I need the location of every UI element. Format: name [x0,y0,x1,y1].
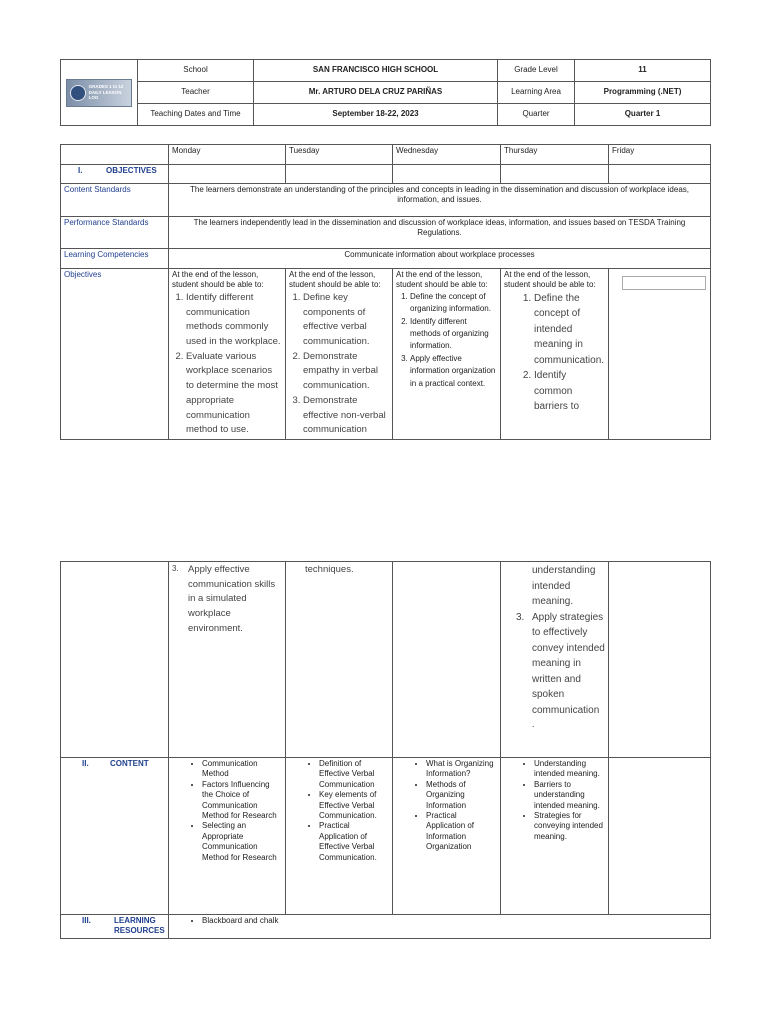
content-item: • Factors Influencing the Choice of Communication Method for Research [202,780,282,822]
teacher-label: Teacher [138,82,254,104]
objective-item: 2. Identify different methods of organizing information. [410,316,497,353]
performance-standards-text: The learners independently lead in the dissemination and discussion of workplace ideas, information, and issues based on TESDA Training Regulations. [169,217,711,249]
objective-item: 1. Define the concept of intended meaning in communication. [534,291,605,369]
objectives-monday [169,269,286,440]
content-thursday [501,758,609,915]
content-item: • Strategies for conveying intended meaning. [534,811,605,842]
day-tuesday: Tuesday [286,145,393,165]
objectives-intro: At the end of the lesson, student should be able to: [396,270,488,290]
content-standards-label: Content Standards [61,184,169,217]
header-table [60,59,711,126]
corner-cell [61,145,169,165]
objectives-heading [61,165,169,184]
objective-item: Apply strategies to effectively convey intended meaning in written and spoken communication [532,611,605,716]
objectives-title: OBJECTIVES [106,166,157,175]
content-item: • Understanding intended meaning. [534,759,605,780]
grade-value: 11 [575,60,711,82]
content-title: CONTENT [110,759,149,768]
objectives-intro: At the end of the lesson, student should be able to: [172,270,264,290]
grade-label: Grade Level [498,60,575,82]
quarter-value: Quarter 1 [575,104,711,126]
dates-value: September 18-22, 2023 [254,104,498,126]
objectives-monday-cont [169,562,286,758]
day-monday: Monday [169,145,286,165]
objectives-thursday [501,269,609,440]
content-monday [169,758,286,915]
objective-item-cont: techniques. [305,564,354,575]
resources-heading [61,915,169,939]
logo-text-1: GRADES 1 to 12 [88,84,124,90]
objective-item: 1. Identify different communication methods commonly used in the workplace. [186,291,282,350]
objectives-roman: I. [78,166,83,175]
content-item: • Methods of Organizing Information [426,780,497,811]
objective-item: 2. Evaluate various workplace scenarios to determine the most appropriate communication method to use. [186,350,282,438]
content-item: • Definition of Effective Verbal Communication [319,759,389,790]
lesson-table-page-2 [60,561,711,939]
objective-item: 1. Define the concept of organizing information. [410,291,497,316]
objectives-thursday-cont [501,562,609,758]
content-item: • Barriers to understanding intended meaning. [534,780,605,811]
deped-logo [66,79,132,107]
content-heading [61,758,169,915]
resources-roman: III. [82,916,91,925]
objective-item: 2. Demonstrate empathy in verbal communication. [303,350,389,394]
objective-item: 3. Demonstrate effective non-verbal communication [303,394,389,438]
lesson-table-page-1 [60,144,711,440]
objectives-tuesday [286,269,393,440]
day-thursday: Thursday [501,145,609,165]
objectives-intro: At the end of the lesson, student should be able to: [504,270,596,290]
item-number: 3. [172,564,179,573]
teacher-value: Mr. ARTURO DELA CRUZ PARIÑAS [254,82,498,104]
objective-item: 3. Apply effective information organization in a practical context. [410,353,497,390]
objective-item: 2. Identify common barriers to [534,368,605,415]
content-item: • What is Organizing Information? [426,759,497,780]
content-wednesday [393,758,501,915]
performance-standards-label: Performance Standards [61,217,169,249]
objectives-label: Objectives [61,269,169,440]
trailing-dot: . [532,719,535,729]
area-label: Learning Area [498,82,575,104]
content-item: • Practical Application of Effective Verbal Communication. [319,821,389,863]
content-item: • Communication Method [202,759,282,780]
objectives-wednesday [393,269,501,440]
competencies-text: Communicate information about workplace processes [169,249,711,269]
objectives-friday [609,269,711,440]
resource-item: • Blackboard and chalk [202,916,707,926]
content-item: • Key elements of Effective Verbal Communication. [319,790,389,821]
logo-cell [61,60,138,126]
content-item: • Selecting an Appropriate Communication Method for Research [202,821,282,863]
content-item: • Practical Application of Information Organization [426,811,497,853]
school-value: SAN FRANCISCO HIGH SCHOOL [254,60,498,82]
content-standards-text: The learners demonstrate an understanding of the principles and concepts in leading in the dissemination and discussion of workplace ideas, information, and issues. [169,184,711,217]
friday-empty-box [622,276,706,290]
resources-title-1: LEARNING [114,916,156,925]
resources-title-2: RESOURCES [114,926,165,936]
objective-item-cont: understanding intended meaning. [532,565,596,607]
competencies-label: Learning Competencies [61,249,169,269]
item-number: 3. [516,611,525,623]
objectives-intro: At the end of the lesson, student should be able to: [289,270,381,290]
objective-item: 1. Define key components of effective verbal communication. [303,291,389,350]
day-friday: Friday [609,145,711,165]
objective-item: Apply effective communication skills in a simulated workplace environment. [188,564,276,634]
quarter-label: Quarter [498,104,575,126]
day-wednesday: Wednesday [393,145,501,165]
content-tuesday [286,758,393,915]
area-value: Programming (.NET) [575,82,711,104]
seal-icon [70,85,86,101]
dates-label: Teaching Dates and Time [138,104,254,126]
content-roman: II. [82,759,89,768]
resources-cell [169,915,711,939]
logo-text-2: DAILY LESSON LOG [88,89,122,101]
school-label: School [138,60,254,82]
objectives-tuesday-cont [286,562,393,758]
